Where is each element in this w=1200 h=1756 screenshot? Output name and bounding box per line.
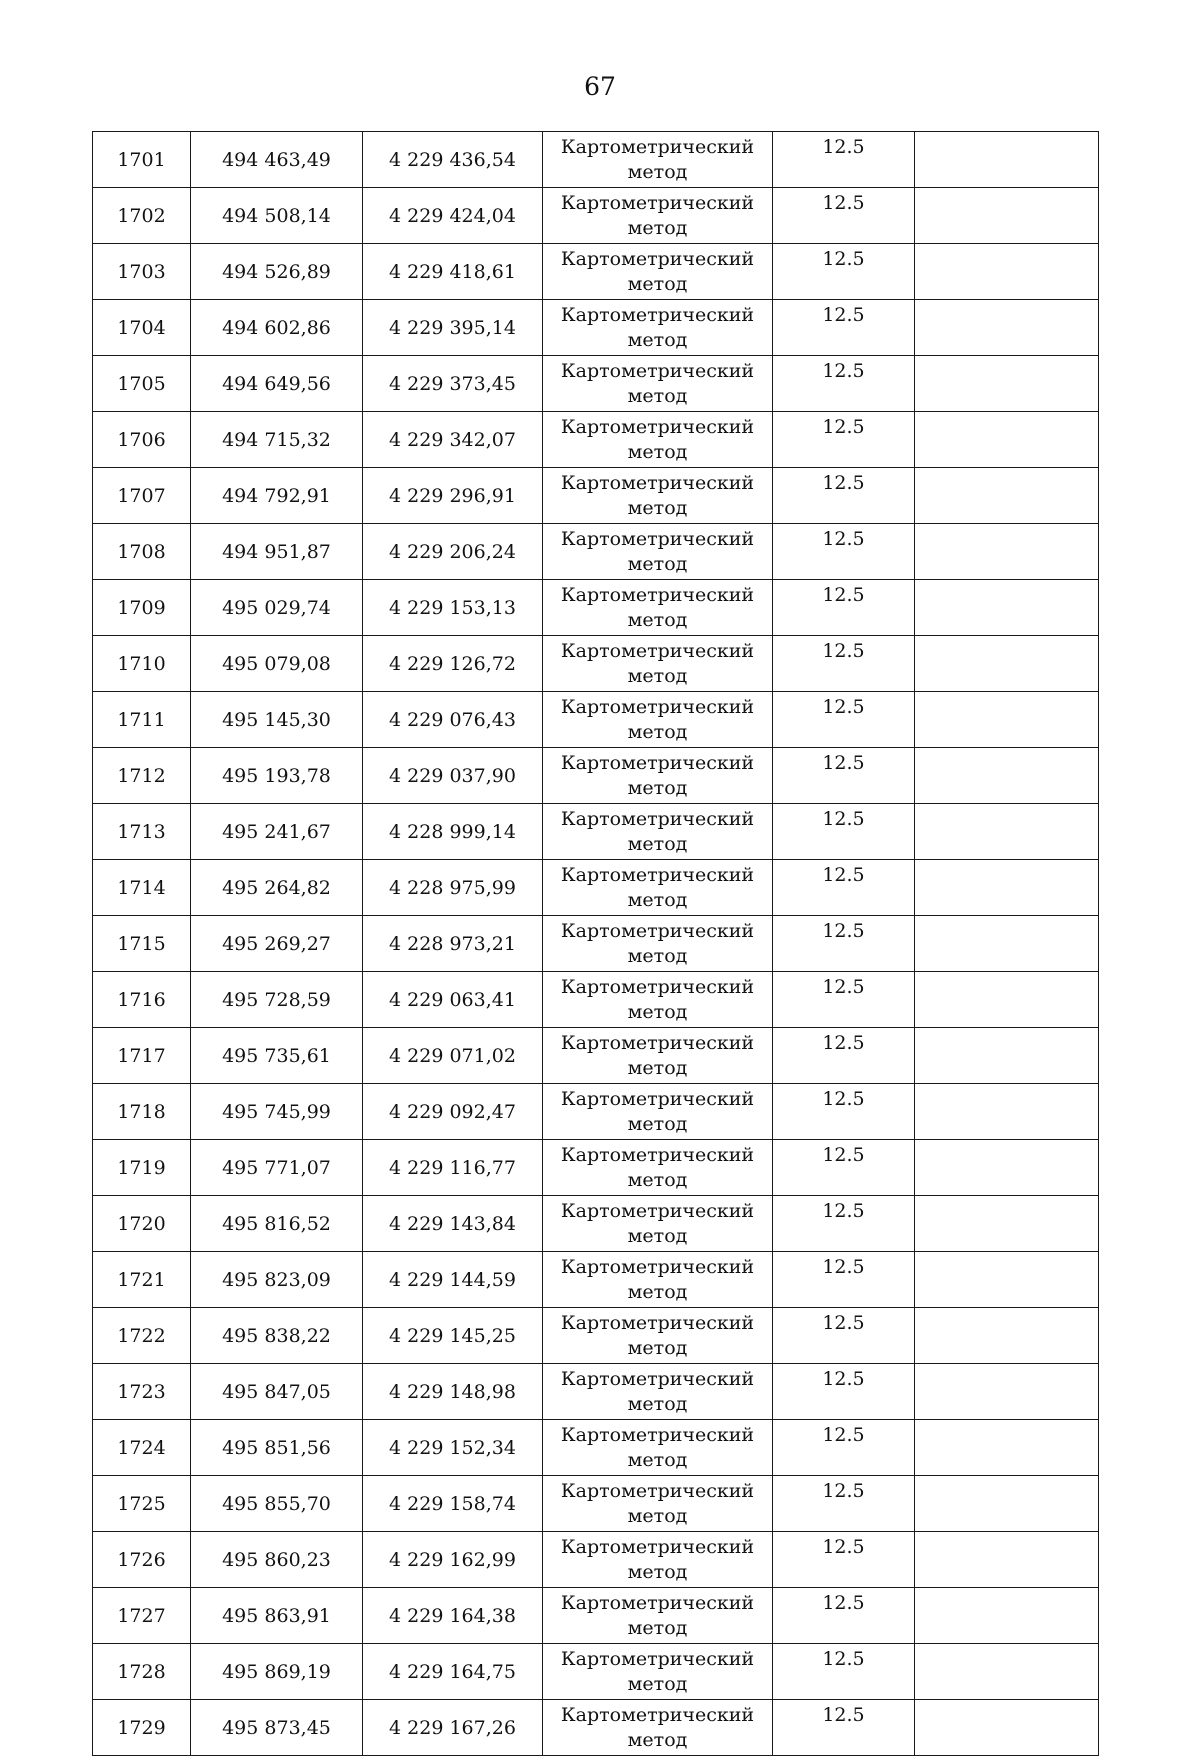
- table-row: [93, 300, 1099, 356]
- method-cell: Картометрический метод: [543, 1252, 773, 1308]
- table-row: [93, 580, 1099, 636]
- y-coordinate-cell: 4 229 158,74: [363, 1476, 543, 1532]
- table-row: [93, 1700, 1099, 1756]
- x-coordinate-cell: 494 951,87: [191, 524, 363, 580]
- method-cell: Картометрический метод: [543, 580, 773, 636]
- method-cell: Картометрический метод: [543, 1532, 773, 1588]
- y-coordinate-cell: 4 229 373,45: [363, 356, 543, 412]
- y-coordinate-cell: 4 229 144,59: [363, 1252, 543, 1308]
- method-cell: Картометрический метод: [543, 916, 773, 972]
- accuracy-cell: 12.5: [773, 804, 915, 860]
- x-coordinate-cell: 495 745,99: [191, 1084, 363, 1140]
- point-number-cell: 1712: [93, 748, 191, 804]
- x-coordinate-cell: 495 855,70: [191, 1476, 363, 1532]
- x-coordinate-cell: 495 241,67: [191, 804, 363, 860]
- method-cell: Картометрический метод: [543, 188, 773, 244]
- coordinates-table-body: [93, 132, 1099, 1756]
- point-number-cell: 1714: [93, 860, 191, 916]
- method-cell: Картометрический метод: [543, 1588, 773, 1644]
- table-row: [93, 1196, 1099, 1252]
- method-cell: Картометрический метод: [543, 468, 773, 524]
- method-cell: Картометрический метод: [543, 524, 773, 580]
- y-coordinate-cell: 4 229 164,75: [363, 1644, 543, 1700]
- note-cell: [915, 860, 1099, 916]
- x-coordinate-cell: 495 860,23: [191, 1532, 363, 1588]
- point-number-cell: 1703: [93, 244, 191, 300]
- y-coordinate-cell: 4 228 973,21: [363, 916, 543, 972]
- y-coordinate-cell: 4 229 126,72: [363, 636, 543, 692]
- point-number-cell: 1704: [93, 300, 191, 356]
- y-coordinate-cell: 4 228 999,14: [363, 804, 543, 860]
- x-coordinate-cell: 495 851,56: [191, 1420, 363, 1476]
- note-cell: [915, 1700, 1099, 1756]
- x-coordinate-cell: 494 602,86: [191, 300, 363, 356]
- x-coordinate-cell: 494 649,56: [191, 356, 363, 412]
- table-row: [93, 1084, 1099, 1140]
- table-row: [93, 916, 1099, 972]
- page-number: 67: [584, 72, 616, 101]
- x-coordinate-cell: 495 029,74: [191, 580, 363, 636]
- point-number-cell: 1722: [93, 1308, 191, 1364]
- point-number-cell: 1702: [93, 188, 191, 244]
- table-row: [93, 1028, 1099, 1084]
- accuracy-cell: 12.5: [773, 916, 915, 972]
- note-cell: [915, 1420, 1099, 1476]
- note-cell: [915, 804, 1099, 860]
- accuracy-cell: 12.5: [773, 132, 915, 188]
- accuracy-cell: 12.5: [773, 972, 915, 1028]
- accuracy-cell: 12.5: [773, 1532, 915, 1588]
- note-cell: [915, 748, 1099, 804]
- table-row: [93, 1644, 1099, 1700]
- point-number-cell: 1706: [93, 412, 191, 468]
- point-number-cell: 1701: [93, 132, 191, 188]
- point-number-cell: 1728: [93, 1644, 191, 1700]
- point-number-cell: 1725: [93, 1476, 191, 1532]
- point-number-cell: 1705: [93, 356, 191, 412]
- method-cell: Картометрический метод: [543, 692, 773, 748]
- accuracy-cell: 12.5: [773, 748, 915, 804]
- note-cell: [915, 636, 1099, 692]
- y-coordinate-cell: 4 229 148,98: [363, 1364, 543, 1420]
- table-row: [93, 188, 1099, 244]
- note-cell: [915, 244, 1099, 300]
- accuracy-cell: 12.5: [773, 1252, 915, 1308]
- accuracy-cell: 12.5: [773, 580, 915, 636]
- table-row: [93, 1252, 1099, 1308]
- x-coordinate-cell: 495 079,08: [191, 636, 363, 692]
- point-number-cell: 1707: [93, 468, 191, 524]
- x-coordinate-cell: 495 869,19: [191, 1644, 363, 1700]
- x-coordinate-cell: 494 526,89: [191, 244, 363, 300]
- y-coordinate-cell: 4 229 436,54: [363, 132, 543, 188]
- table-row: [93, 1364, 1099, 1420]
- x-coordinate-cell: 495 728,59: [191, 972, 363, 1028]
- y-coordinate-cell: 4 229 071,02: [363, 1028, 543, 1084]
- note-cell: [915, 1364, 1099, 1420]
- y-coordinate-cell: 4 229 296,91: [363, 468, 543, 524]
- method-cell: Картометрический метод: [543, 1140, 773, 1196]
- point-number-cell: 1709: [93, 580, 191, 636]
- accuracy-cell: 12.5: [773, 1644, 915, 1700]
- x-coordinate-cell: 495 838,22: [191, 1308, 363, 1364]
- accuracy-cell: 12.5: [773, 244, 915, 300]
- note-cell: [915, 972, 1099, 1028]
- table-row: [93, 692, 1099, 748]
- method-cell: Картометрический метод: [543, 132, 773, 188]
- accuracy-cell: 12.5: [773, 860, 915, 916]
- method-cell: Картометрический метод: [543, 1308, 773, 1364]
- y-coordinate-cell: 4 229 063,41: [363, 972, 543, 1028]
- point-number-cell: 1716: [93, 972, 191, 1028]
- accuracy-cell: 12.5: [773, 1140, 915, 1196]
- x-coordinate-cell: 494 463,49: [191, 132, 363, 188]
- method-cell: Картометрический метод: [543, 804, 773, 860]
- y-coordinate-cell: 4 229 116,77: [363, 1140, 543, 1196]
- note-cell: [915, 356, 1099, 412]
- table-row: [93, 244, 1099, 300]
- method-cell: Картометрический метод: [543, 636, 773, 692]
- method-cell: Картометрический метод: [543, 300, 773, 356]
- x-coordinate-cell: 495 873,45: [191, 1700, 363, 1756]
- method-cell: Картометрический метод: [543, 1196, 773, 1252]
- x-coordinate-cell: 494 715,32: [191, 412, 363, 468]
- table-row: [93, 1476, 1099, 1532]
- point-number-cell: 1723: [93, 1364, 191, 1420]
- note-cell: [915, 188, 1099, 244]
- accuracy-cell: 12.5: [773, 1364, 915, 1420]
- note-cell: [915, 1252, 1099, 1308]
- accuracy-cell: 12.5: [773, 1308, 915, 1364]
- point-number-cell: 1717: [93, 1028, 191, 1084]
- accuracy-cell: 12.5: [773, 188, 915, 244]
- point-number-cell: 1724: [93, 1420, 191, 1476]
- y-coordinate-cell: 4 229 076,43: [363, 692, 543, 748]
- x-coordinate-cell: 495 193,78: [191, 748, 363, 804]
- table-row: [93, 1532, 1099, 1588]
- method-cell: Картометрический метод: [543, 972, 773, 1028]
- y-coordinate-cell: 4 229 342,07: [363, 412, 543, 468]
- method-cell: Картометрический метод: [543, 1644, 773, 1700]
- table-row: [93, 1308, 1099, 1364]
- note-cell: [915, 524, 1099, 580]
- table-row: [93, 972, 1099, 1028]
- table-row: [93, 412, 1099, 468]
- accuracy-cell: 12.5: [773, 1196, 915, 1252]
- note-cell: [915, 1084, 1099, 1140]
- x-coordinate-cell: 495 264,82: [191, 860, 363, 916]
- note-cell: [915, 1644, 1099, 1700]
- note-cell: [915, 412, 1099, 468]
- accuracy-cell: 12.5: [773, 1084, 915, 1140]
- point-number-cell: 1721: [93, 1252, 191, 1308]
- y-coordinate-cell: 4 229 152,34: [363, 1420, 543, 1476]
- method-cell: Картометрический метод: [543, 1476, 773, 1532]
- accuracy-cell: 12.5: [773, 1700, 915, 1756]
- coordinates-table: [92, 131, 1099, 1756]
- note-cell: [915, 1588, 1099, 1644]
- method-cell: Картометрический метод: [543, 1084, 773, 1140]
- table-row: [93, 356, 1099, 412]
- accuracy-cell: 12.5: [773, 636, 915, 692]
- table-row: [93, 524, 1099, 580]
- accuracy-cell: 12.5: [773, 300, 915, 356]
- note-cell: [915, 468, 1099, 524]
- method-cell: Картометрический метод: [543, 1420, 773, 1476]
- method-cell: Картометрический метод: [543, 244, 773, 300]
- x-coordinate-cell: 495 145,30: [191, 692, 363, 748]
- y-coordinate-cell: 4 229 424,04: [363, 188, 543, 244]
- note-cell: [915, 580, 1099, 636]
- y-coordinate-cell: 4 229 092,47: [363, 1084, 543, 1140]
- y-coordinate-cell: 4 229 418,61: [363, 244, 543, 300]
- y-coordinate-cell: 4 229 037,90: [363, 748, 543, 804]
- table-row: [93, 804, 1099, 860]
- table-row: [93, 636, 1099, 692]
- method-cell: Картометрический метод: [543, 748, 773, 804]
- table-row: [93, 1420, 1099, 1476]
- point-number-cell: 1711: [93, 692, 191, 748]
- table-row: [93, 1140, 1099, 1196]
- table-row: [93, 468, 1099, 524]
- x-coordinate-cell: 495 847,05: [191, 1364, 363, 1420]
- x-coordinate-cell: 495 771,07: [191, 1140, 363, 1196]
- point-number-cell: 1719: [93, 1140, 191, 1196]
- method-cell: Картометрический метод: [543, 1700, 773, 1756]
- point-number-cell: 1720: [93, 1196, 191, 1252]
- note-cell: [915, 1140, 1099, 1196]
- method-cell: Картометрический метод: [543, 860, 773, 916]
- accuracy-cell: 12.5: [773, 524, 915, 580]
- x-coordinate-cell: 494 792,91: [191, 468, 363, 524]
- y-coordinate-cell: 4 229 143,84: [363, 1196, 543, 1252]
- y-coordinate-cell: 4 229 153,13: [363, 580, 543, 636]
- note-cell: [915, 1308, 1099, 1364]
- point-number-cell: 1729: [93, 1700, 191, 1756]
- point-number-cell: 1727: [93, 1588, 191, 1644]
- table-row: [93, 860, 1099, 916]
- method-cell: Картометрический метод: [543, 1028, 773, 1084]
- x-coordinate-cell: 495 863,91: [191, 1588, 363, 1644]
- x-coordinate-cell: 495 269,27: [191, 916, 363, 972]
- y-coordinate-cell: 4 229 206,24: [363, 524, 543, 580]
- y-coordinate-cell: 4 229 145,25: [363, 1308, 543, 1364]
- accuracy-cell: 12.5: [773, 692, 915, 748]
- accuracy-cell: 12.5: [773, 356, 915, 412]
- point-number-cell: 1708: [93, 524, 191, 580]
- note-cell: [915, 300, 1099, 356]
- y-coordinate-cell: 4 229 164,38: [363, 1588, 543, 1644]
- point-number-cell: 1713: [93, 804, 191, 860]
- y-coordinate-cell: 4 229 162,99: [363, 1532, 543, 1588]
- x-coordinate-cell: 495 735,61: [191, 1028, 363, 1084]
- accuracy-cell: 12.5: [773, 412, 915, 468]
- x-coordinate-cell: 495 823,09: [191, 1252, 363, 1308]
- point-number-cell: 1718: [93, 1084, 191, 1140]
- y-coordinate-cell: 4 228 975,99: [363, 860, 543, 916]
- y-coordinate-cell: 4 229 395,14: [363, 300, 543, 356]
- point-number-cell: 1726: [93, 1532, 191, 1588]
- table-row: [93, 1588, 1099, 1644]
- table-row: [93, 748, 1099, 804]
- x-coordinate-cell: 494 508,14: [191, 188, 363, 244]
- point-number-cell: 1715: [93, 916, 191, 972]
- note-cell: [915, 1028, 1099, 1084]
- method-cell: Картометрический метод: [543, 412, 773, 468]
- method-cell: Картометрический метод: [543, 356, 773, 412]
- accuracy-cell: 12.5: [773, 1028, 915, 1084]
- method-cell: Картометрический метод: [543, 1364, 773, 1420]
- note-cell: [915, 916, 1099, 972]
- note-cell: [915, 1476, 1099, 1532]
- accuracy-cell: 12.5: [773, 1476, 915, 1532]
- table-row: [93, 132, 1099, 188]
- note-cell: [915, 132, 1099, 188]
- x-coordinate-cell: 495 816,52: [191, 1196, 363, 1252]
- accuracy-cell: 12.5: [773, 1420, 915, 1476]
- accuracy-cell: 12.5: [773, 468, 915, 524]
- y-coordinate-cell: 4 229 167,26: [363, 1700, 543, 1756]
- accuracy-cell: 12.5: [773, 1588, 915, 1644]
- note-cell: [915, 1532, 1099, 1588]
- note-cell: [915, 1196, 1099, 1252]
- note-cell: [915, 692, 1099, 748]
- point-number-cell: 1710: [93, 636, 191, 692]
